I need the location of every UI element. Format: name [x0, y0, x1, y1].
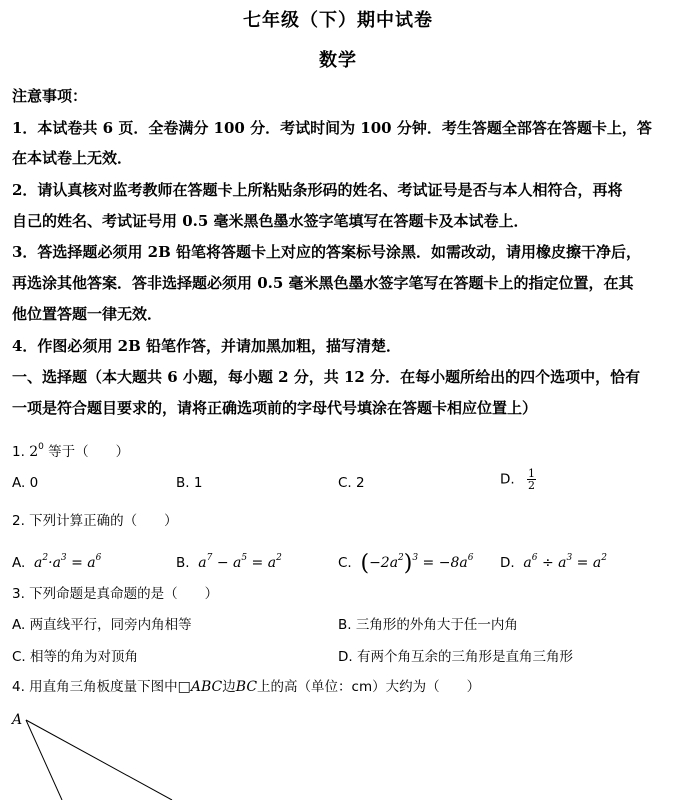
question-4-prefix: 4. 用直角三角板度量下图中 [12, 679, 178, 695]
q1-option-a: A. 0 [12, 475, 39, 491]
question-1 [12, 437, 129, 462]
note-line-4: 自己的姓名、考试证号用 0.5 毫米黑色墨水签字笔填写在答题卡及本试卷上． [12, 212, 529, 230]
question-1-text: 等于（ ） [48, 444, 130, 460]
q2-option-a [12, 548, 101, 573]
q3-option-d: D. 有两个角互余的三角形是直角三角形 [338, 649, 573, 665]
q2-option-c [338, 548, 473, 574]
note-line-6: 再选涂其他答案．答非选择题必须用 0.5 毫米黑色墨水签字笔写在答题卡上的指定位置，在其 [12, 274, 634, 292]
triangle-side-ab [26, 720, 172, 800]
q2-option-d-label: D. [500, 555, 515, 571]
question-2: 2. 下列计算正确的（ ） [12, 513, 178, 529]
question-4-mid: 边 [222, 679, 236, 695]
q2-option-d-math: $a^6 \div a^3 = a^2$ [518, 553, 607, 571]
question-1-base: 2 [29, 444, 39, 460]
fraction-denominator: 2 [527, 479, 535, 492]
note-line-8: 4．作图必须用 2B 铅笔作答，并请加黑加粗，描写清楚． [12, 337, 401, 355]
question-1-exponent: 0 [38, 442, 44, 452]
question-3: 3. 下列命题是真命题的是（ ） [12, 586, 219, 602]
q2-option-c-math: $(-2a^2)^3 = -8a^6$ [360, 551, 474, 576]
question-4-triangle: □ABC [177, 679, 223, 695]
fraction-numerator: 1 [527, 467, 535, 480]
q1-option-c: C. 2 [338, 475, 365, 491]
section-heading-line-1: 一、选择题（本大题共 6 小题，每小题 2 分，共 12 分．在每小题所给出的四个选项中，恰有 [12, 368, 641, 386]
question-4 [12, 677, 480, 697]
q1-option-b: B. 1 [176, 475, 203, 491]
q3-option-c: C. 相等的角为对顶角 [12, 649, 139, 665]
triangle-side-ac [26, 720, 62, 800]
note-line-5: 3．答选择题必须用 2B 铅笔将答题卡上对应的答案标号涂黑．如需改动，请用橡皮擦干净后， [12, 243, 642, 261]
exam-subject: 数学 [319, 50, 357, 71]
q2-option-b-math: $a^7 - a^5 = a^2$ [193, 553, 282, 571]
vertex-a-label: A [12, 712, 23, 728]
note-line-1: 1．本试卷共 6 页．全卷满分 100 分．考试时间为 100 分钟．考生答题全部答在答题卡上，答 [12, 119, 652, 137]
q2-option-b [176, 548, 282, 573]
q1-option-d [500, 468, 536, 491]
section-heading-line-2: 一项是符合题目要求的，请将正确选项前的字母代号填涂在答题卡相应位置上） [12, 399, 538, 417]
question-4-suffix: 上的高（单位：cm）大约为（ ） [257, 679, 481, 695]
exam-title: 七年级（下）期中试卷 [243, 10, 433, 31]
q2-option-a-math: $a^2\cdot a^3 = a^6$ [29, 553, 102, 571]
triangle-figure [0, 700, 676, 800]
notes-heading: 注意事项： [12, 87, 88, 105]
question-4-side: BC [235, 679, 258, 695]
question-1-number: 1. [12, 444, 25, 460]
q2-option-c-label: C. [338, 555, 352, 571]
q2-option-a-label: A. [12, 555, 26, 571]
q3-option-b: B. 三角形的外角大于任一内角 [338, 617, 518, 633]
q2-option-d [500, 548, 607, 573]
q2-option-b-label: B. [176, 555, 190, 571]
note-line-7: 他位置答题一律无效． [12, 305, 163, 323]
q1-option-d-label: D. [500, 471, 515, 488]
note-line-3: 2．请认真核对监考教师在答题卡上所粘贴条形码的姓名、考试证号是否与本人相符合，再将 [12, 181, 623, 199]
q1-option-d-fraction [527, 468, 536, 491]
q3-option-a: A. 两直线平行，同旁内角相等 [12, 617, 192, 633]
note-line-2: 在本试卷上无效． [12, 149, 133, 167]
